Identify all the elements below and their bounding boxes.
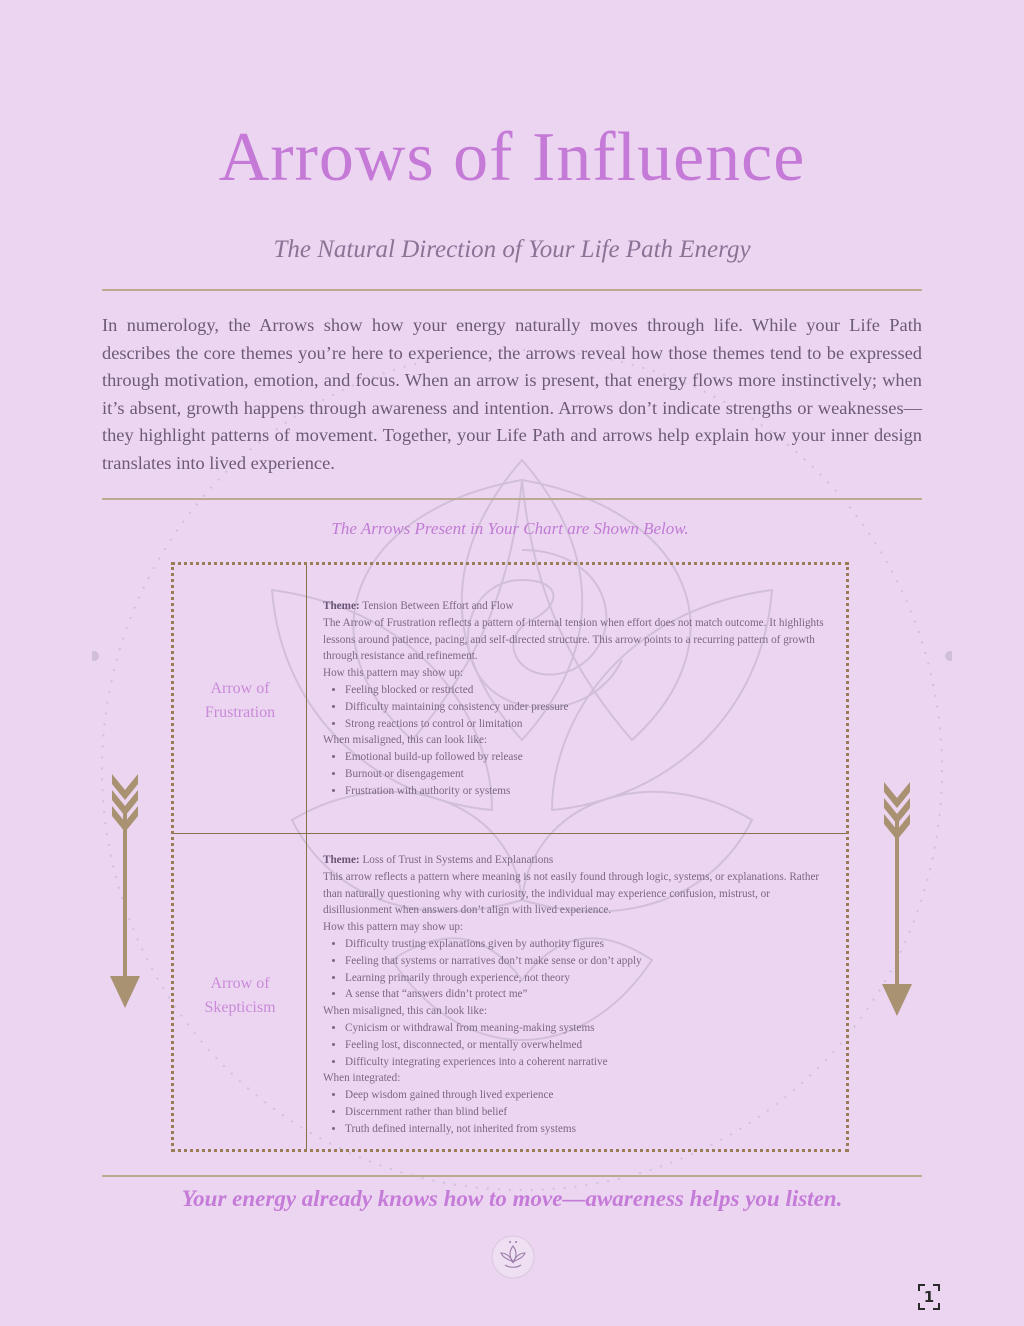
list-item: • Burnout or disengagement xyxy=(345,766,838,783)
arrows-table xyxy=(171,562,849,1152)
arrow-down-icon xyxy=(108,772,142,1012)
list-item: • Discernment rather than blind belief xyxy=(345,1104,838,1121)
list-item: • Difficulty trusting explanations given by authority figures xyxy=(345,936,838,953)
description: This arrow reflects a pattern where meaning is not easily found through logic, systems, or explanations. Rather than naturally questioning why with curiosity, the individual may experience confusion, mistrust, or disillusionment when answers don’t align with lived experience. xyxy=(323,870,820,917)
arrow-label-frustration: Arrow of Frustration xyxy=(204,680,276,721)
footer-quote: Your energy already knows how to move—awareness helps you listen. xyxy=(181,1186,843,1211)
theme-line: Theme: Tension Between Effort and Flow xyxy=(323,600,514,612)
divider-bottom xyxy=(102,1175,922,1177)
list-item: • Cynicism or withdrawal from meaning-making systems xyxy=(345,1020,838,1037)
list-item: • A sense that “answers didn’t protect me” xyxy=(345,986,838,1003)
list-item: • Strong reactions to control or limitation xyxy=(345,716,838,733)
arrow-description-skepticism xyxy=(323,852,838,1138)
list-item: • Difficulty integrating experiences into a coherent narrative xyxy=(345,1054,838,1071)
list-heading: When integrated: xyxy=(323,1072,401,1085)
divider-middle xyxy=(102,498,922,500)
list-item: • Feeling lost, disconnected, or mentally overwhelmed xyxy=(345,1037,838,1054)
column-divider xyxy=(306,565,307,1149)
page-title: Arrows of Influence xyxy=(218,119,806,196)
arrow-down-icon xyxy=(880,780,914,1020)
page-subtitle: The Natural Direction of Your Life Path Energy xyxy=(273,236,751,263)
theme-line: Theme: Loss of Trust in Systems and Explanations xyxy=(323,854,554,866)
lotus-logo-icon xyxy=(490,1234,536,1280)
arrow-label-skepticism: Arrow of Skepticism xyxy=(204,975,276,1016)
list-heading: When misaligned, this can look like: xyxy=(323,1005,488,1018)
list-item: • Feeling blocked or restricted xyxy=(345,682,838,699)
list-heading: How this pattern may show up: xyxy=(323,921,464,934)
list-item: • Emotional build-up followed by release xyxy=(345,749,838,766)
list-item: • Feeling that systems or narratives don’t make sense or don’t apply xyxy=(345,953,838,970)
arrow-description-frustration xyxy=(323,598,838,800)
list-item: • Difficulty maintaining consistency under pressure xyxy=(345,699,838,716)
list-item: • Deep wisdom gained through lived experience xyxy=(345,1087,838,1104)
list-item: • Learning primarily through experience, not theory xyxy=(345,970,838,987)
description: The Arrow of Frustration reflects a pattern of internal tension when effort does not match outcome. It highlights lessons around patience, pacing, and self-directed structure. This arrow points to a recurring pattern of growth through resistance and refinement. xyxy=(323,616,824,663)
list-item: • Truth defined internally, not inherited from systems xyxy=(345,1121,838,1138)
page-number: 1 xyxy=(918,1284,940,1310)
chart-note: The Arrows Present in Your Chart are Shown Below. xyxy=(331,519,689,538)
divider-top xyxy=(102,289,922,291)
list-item: • Frustration with authority or systems xyxy=(345,783,838,800)
intro-paragraph: In numerology, the Arrows show how your energy naturally moves through life. While your Life Path describes the core themes you’re here to experience, the arrows reveal how those themes tend to be expressed through motivation, emotion, and focus. When an arrow is present, that energy flows more instinctively; when it’s absent, growth happens through awareness and intention. Arrows don’t indicate strengths or weaknesses—they highlight patterns of movement. Together, your Life Path and arrows help explain how your inner design translates into lived experience. xyxy=(102,315,922,473)
list-heading: How this pattern may show up: xyxy=(323,667,464,680)
row-divider xyxy=(174,833,846,834)
list-heading: When misaligned, this can look like: xyxy=(323,734,488,747)
